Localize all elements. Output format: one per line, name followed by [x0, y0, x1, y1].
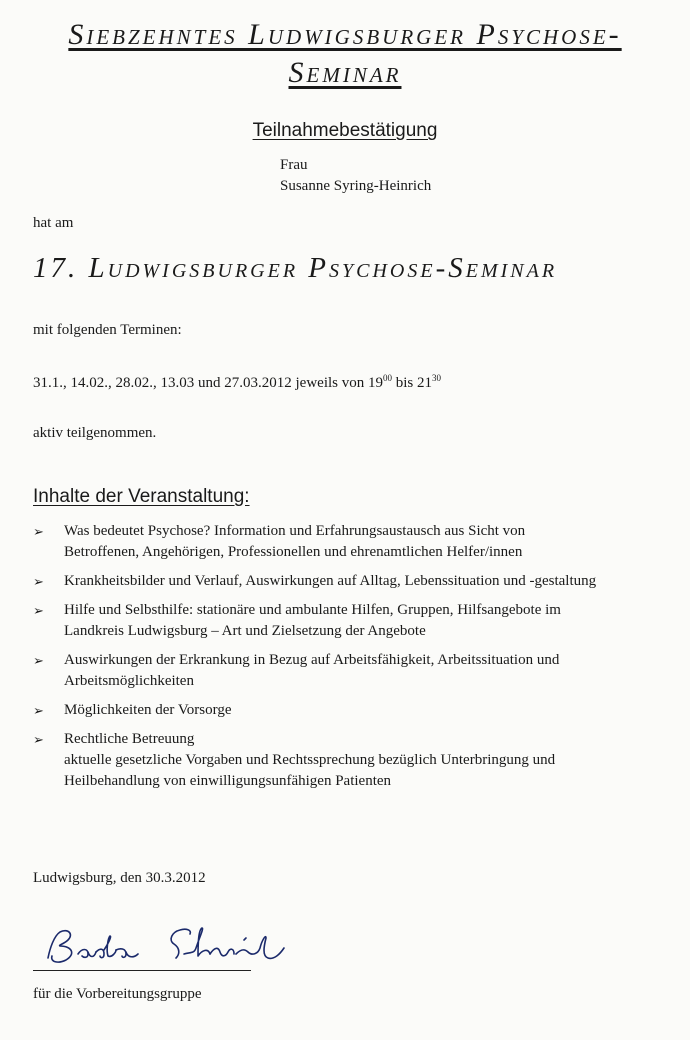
content-item-line: Krankheitsbilder und Verlauf, Auswirkungen auf Alltag, Lebenssituation und -gestaltung — [64, 573, 597, 589]
signature-image — [30, 918, 290, 970]
content-item-line: Was bedeutet Psychose? Information und Erfahrungsaustausch aus Sicht von — [64, 523, 526, 539]
signature-line — [33, 970, 251, 971]
seminar-name: 17. Ludwigsburger Psychose-Seminar — [33, 252, 558, 284]
content-item — [33, 729, 653, 792]
content-item-line: Heilbehandlung von einwilligungsunfähigen Patienten — [64, 773, 392, 789]
bullet-arrow-icon: ➢ — [33, 703, 44, 718]
content-item-line: Auswirkungen der Erkrankung in Bezug auf Arbeitsfähigkeit, Arbeitssituation und — [64, 652, 560, 668]
content-item — [33, 571, 653, 592]
bullet-arrow-icon: ➢ — [33, 732, 44, 747]
content-item-line: Hilfe und Selbsthilfe: stationäre und ambulante Hilfen, Gruppen, Hilfsangebote im — [64, 602, 561, 618]
footer-text: für die Vorbereitungsgruppe — [33, 986, 202, 1002]
content-item — [33, 521, 653, 563]
start-time-minutes: 00 — [383, 373, 392, 383]
bullet-arrow-icon: ➢ — [33, 653, 44, 668]
bullet-arrow-icon: ➢ — [33, 603, 44, 618]
hat-am-text: hat am — [33, 215, 74, 231]
contents-list — [33, 521, 653, 800]
content-item-line: Arbeitsmöglichkeiten — [64, 673, 194, 689]
content-item — [33, 650, 653, 692]
dates-text: 31.1., 14.02., 28.02., 13.03 und 27.03.2012 jeweils von 19 — [33, 375, 383, 391]
content-item — [33, 600, 653, 642]
bullet-arrow-icon: ➢ — [33, 574, 44, 589]
recipient-block — [280, 155, 431, 197]
content-item-line: Landkreis Ludwigsburg – Art und Zielsetzung der Angebote — [64, 623, 426, 639]
dates-bis: bis 21 — [392, 375, 433, 391]
recipient-name: Susanne Syring-Heinrich — [280, 178, 432, 194]
dates-intro: mit folgenden Terminen: — [33, 322, 182, 338]
bullet-arrow-icon: ➢ — [33, 524, 44, 539]
confirmation-heading: Teilnahmebestätigung — [252, 120, 438, 141]
content-item-line: aktuelle gesetzliche Vorgaben und Rechtssprechung bezüglich Unterbringung und — [64, 752, 556, 768]
end-time-minutes: 30 — [432, 373, 442, 383]
title-line-2: Seminar — [288, 56, 402, 89]
title-line-1: Siebzehntes Ludwigsburger Psychose- — [68, 18, 622, 51]
participation-text: aktiv teilgenommen. — [33, 425, 157, 441]
place-date: Ludwigsburg, den 30.3.2012 — [33, 870, 206, 886]
recipient-salutation: Frau — [280, 157, 308, 173]
contents-heading: Inhalte der Veranstaltung: — [33, 486, 250, 507]
content-item-line: Möglichkeiten der Vorsorge — [64, 702, 232, 718]
content-item-line: Betroffenen, Angehörigen, Professionellen und ehrenamtlichen Helfer/innen — [64, 544, 523, 560]
content-item-line: Rechtliche Betreuung — [64, 731, 195, 747]
dates-line — [33, 373, 441, 392]
content-item — [33, 700, 653, 721]
